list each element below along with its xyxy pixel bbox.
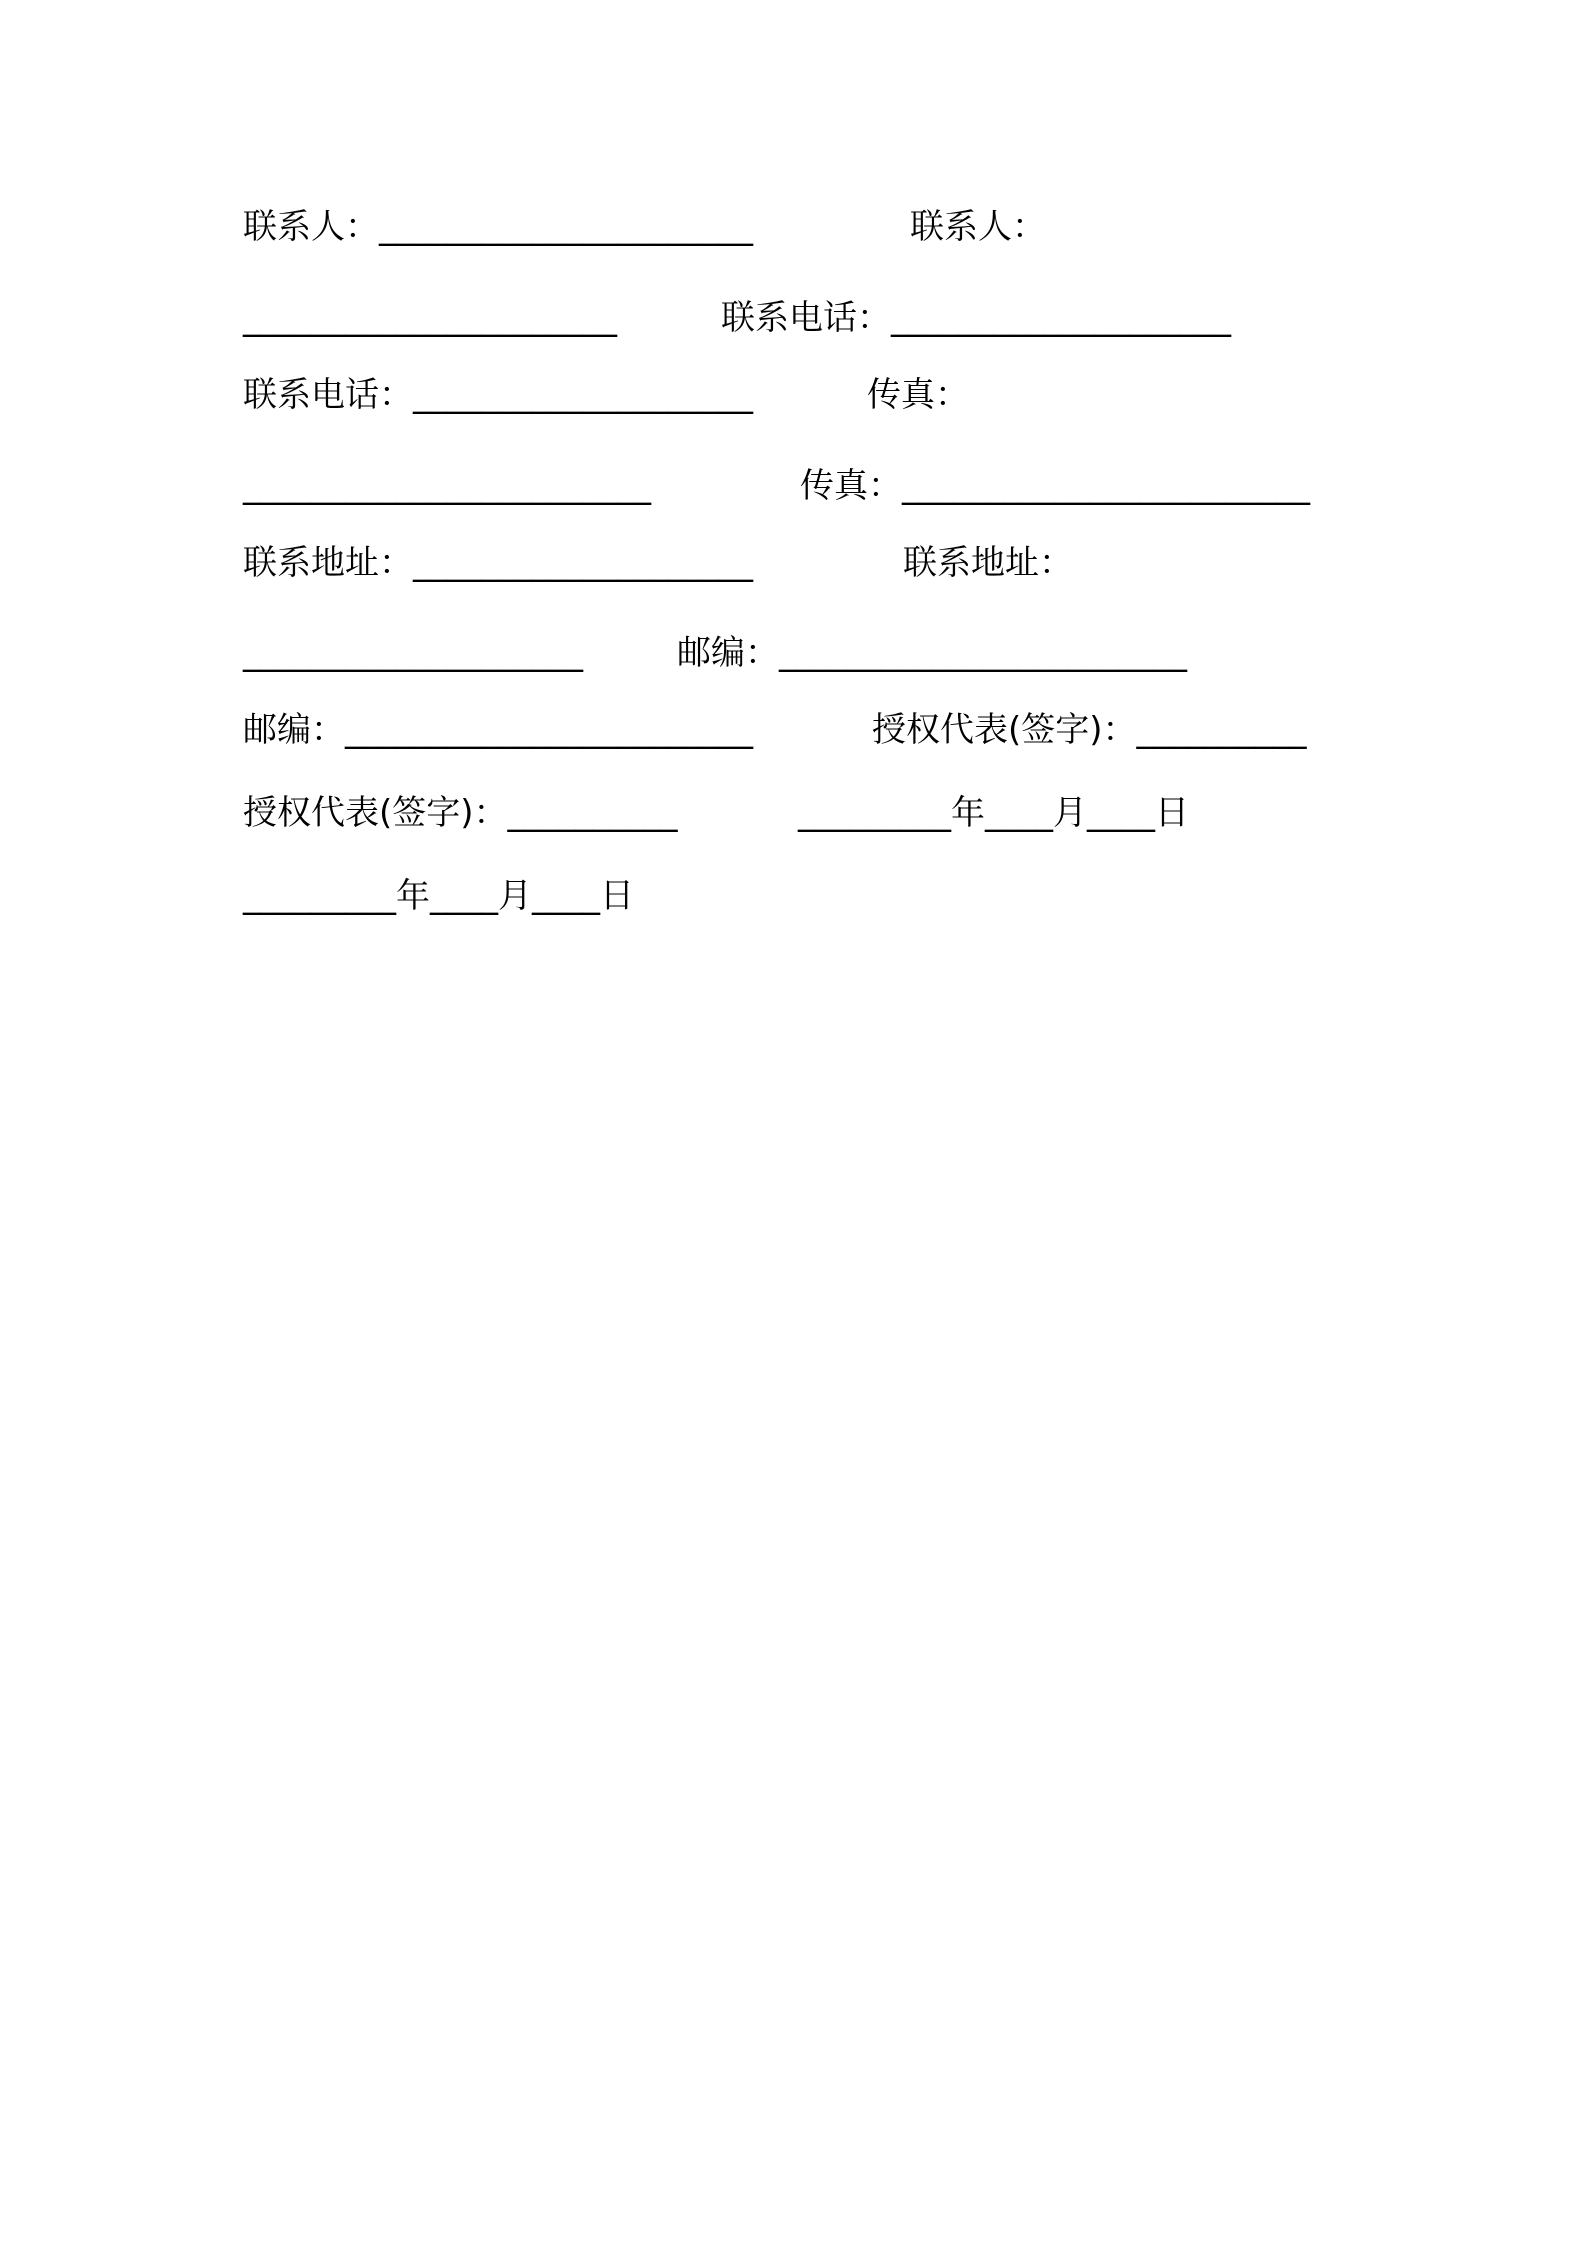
party-b-contact-address-label: 联系地址： [903, 543, 1073, 583]
party-b-contact-person-blank: ______________________ [243, 298, 617, 338]
party-b-fax: 传真：________________________ [800, 466, 1310, 506]
party-b-postcode: 邮编：________________________ [243, 710, 753, 750]
form-line-5 [243, 541, 1363, 585]
party-a-postcode: 邮编：________________________ [677, 633, 1187, 673]
party-a-contact-phone: 联系电话：____________________ [243, 375, 753, 415]
form-line-4 [243, 464, 1363, 508]
party-a-fax-label: 传真： [867, 375, 969, 415]
party-b-contact-address-blank: ____________________ [243, 633, 583, 673]
form-line-9 [243, 874, 1363, 918]
party-b-contact-person-label: 联系人： [910, 207, 1046, 247]
form-line-7 [243, 708, 1363, 752]
party-a-authorized-representative: 授权代表(签字)：__________ [872, 710, 1307, 750]
party-a-contact-address: 联系地址：____________________ [243, 543, 753, 583]
party-a-signing-date: _________年____月____日 [798, 793, 1189, 833]
party-b-signing-date: _________年____月____日 [243, 876, 634, 916]
party-a-fax-blank: ________________________ [243, 466, 651, 506]
form-line-6 [243, 631, 1363, 675]
party-b-contact-phone: 联系电话：____________________ [721, 298, 1231, 338]
party-a-contact-person: 联系人：______________________ [243, 207, 753, 247]
form-line-2 [243, 296, 1363, 340]
party-b-authorized-representative: 授权代表(签字)：__________ [243, 793, 678, 833]
form-line-8 [243, 791, 1363, 835]
form-line-3 [243, 373, 1363, 417]
form-line-1 [243, 205, 1363, 249]
